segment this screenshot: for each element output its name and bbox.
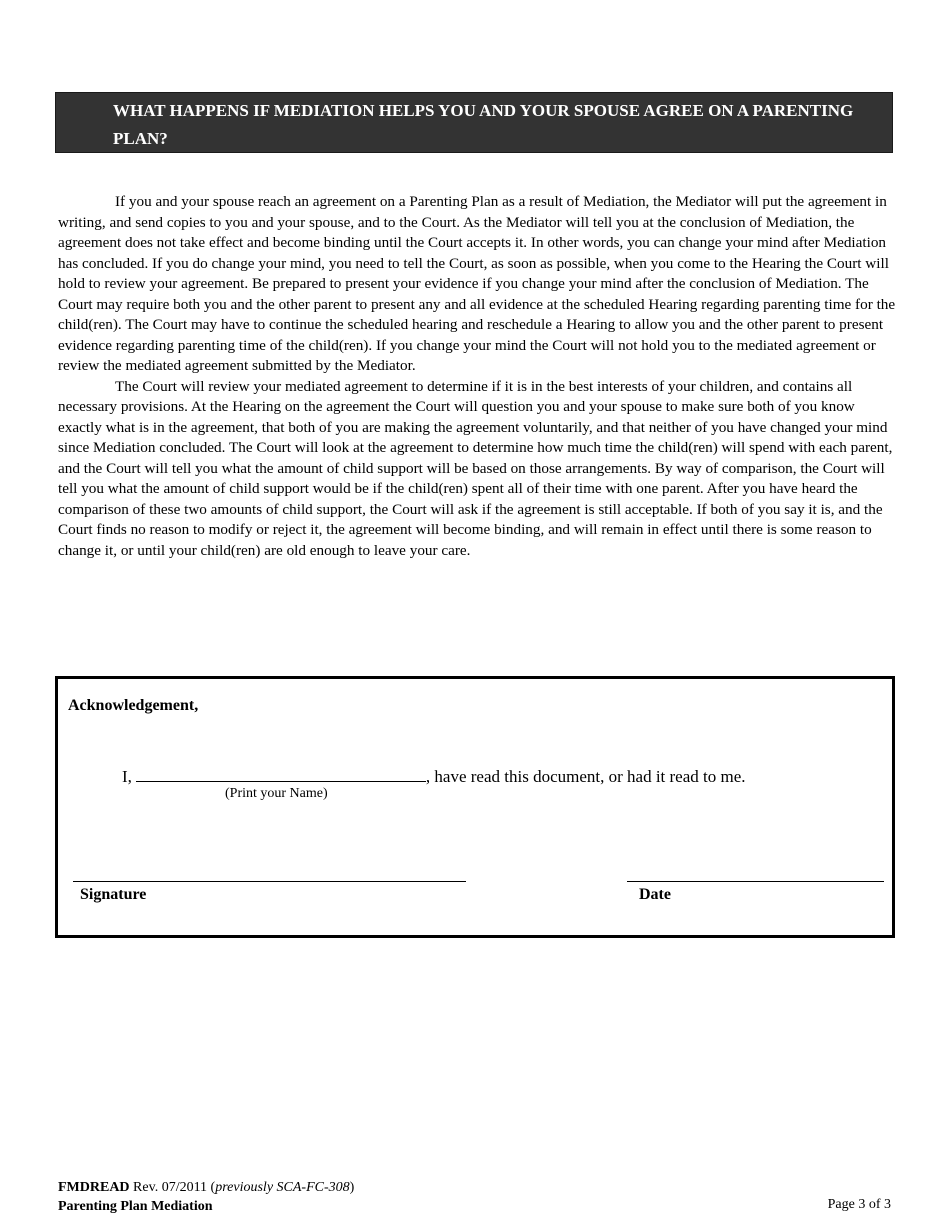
page-number: Page 3 of 3 (827, 1197, 891, 1212)
form-previous-code: previously SCA-FC-308 (215, 1180, 350, 1195)
footer-revision-line (58, 1178, 354, 1197)
acknowledgement-title: Acknowledgement, (68, 697, 199, 714)
footer-form-info (58, 1178, 354, 1216)
form-close-paren: ) (349, 1180, 355, 1195)
form-revision: Rev. 07/2011 ( (129, 1180, 216, 1195)
paragraph-2: The Court will review your mediated agreement to determine if it is in the best interests of your children, and contains all necessary provisions. At the Hearing on the agreement the Court will question you and your spouse to make sure both of you know exactly what is in the agreement, that both of you are making the agreement voluntarily, and that neither of you have changed your mind since Mediation concluded. The Court will look at the agreement to determine how much time the child(ren) will spend with each parent, and the Court will tell you what the amount of child support will be based on those arrangements. By way of comparison, the Court will tell you what the amount of child support would be if the child(ren) spent all of their time with one parent. After you have heard the comparison of these two amounts of child support, the Court will ask if the agreement is still acceptable. If both of you say it is, and the Court finds no reason to modify or reject it, the agreement will become binding, and will remain in effect until there is some reason to change it, or until your child(ren) are old enough to leave your care. (58, 377, 893, 559)
date-label: Date (639, 886, 671, 903)
date-field[interactable] (627, 881, 884, 882)
print-name-field[interactable] (136, 763, 426, 782)
paragraph-1: If you and your spouse reach an agreement on a Parenting Plan as a result of Mediation, the Mediator will put the agreement in writing, and send copies to you and your spouse, and to the Court. As the Mediator will tell you at the conclusion of Mediation, the agreement does not take effect and become binding until the Court accepts it. In other words, you can change your mind after Mediation has concluded. If you do change your mind, you need to tell the Court, as soon as possible, when you come to the Hearing the Court will hold to review your agreement. Be prepared to present your evidence if you change your mind after the conclusion of Mediation. The Court may require both you and the other parent to present any and all evidence at the scheduled Hearing regarding parenting time for the child(ren). The Court may have to continue the scheduled hearing and reschedule a Hearing to allow you and the other parent to present evidence regarding parenting time of the child(ren). If you change your mind the Court will not hold you to the mediated agreement or review the mediated agreement submitted by the Mediator. (58, 193, 896, 374)
form-code: FMDREAD (58, 1180, 130, 1195)
section-heading: WHAT HAPPENS IF MEDIATION HELPS YOU AND YOUR SPOUSE AGREE ON A PARENTING PLAN? (113, 101, 854, 148)
section-header-bar (55, 92, 893, 153)
acknowledgement-statement (122, 763, 746, 787)
print-name-hint: (Print your Name) (225, 786, 328, 801)
body-text (58, 192, 896, 561)
acknowledgement-box (55, 676, 895, 938)
form-title: Parenting Plan Mediation (58, 1199, 213, 1214)
acknowledgement-suffix: , have read this document, or had it read to me. (425, 767, 746, 786)
signature-field[interactable] (73, 881, 466, 882)
signature-label: Signature (80, 886, 147, 903)
acknowledgement-prefix: I, (122, 767, 132, 786)
